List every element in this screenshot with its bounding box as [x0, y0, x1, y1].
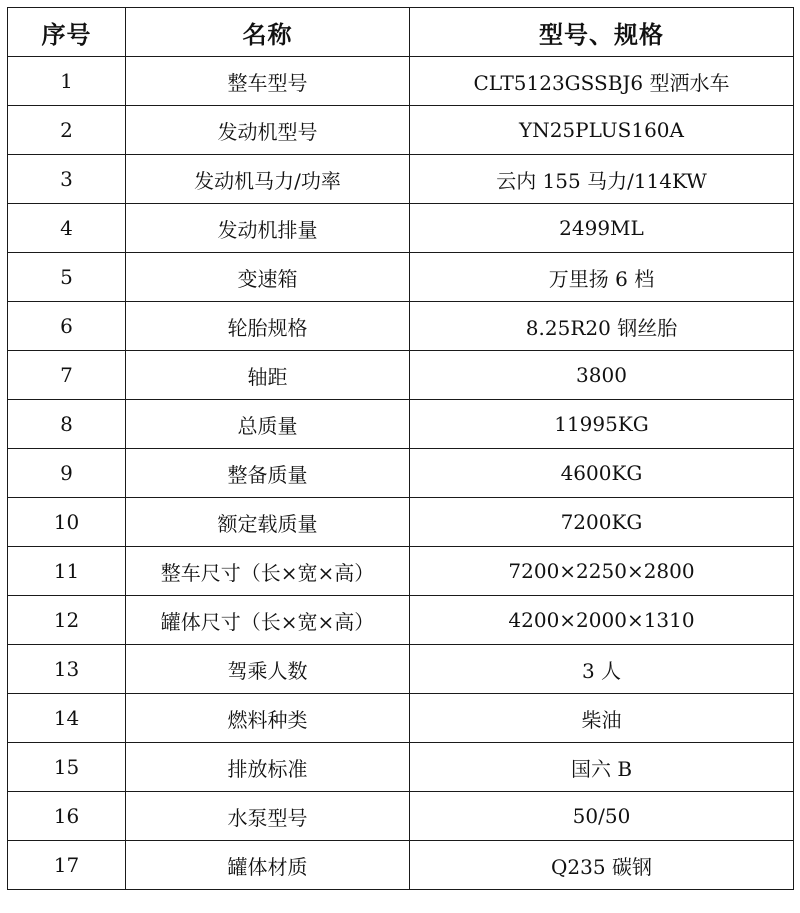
cell-spec: 50/50	[410, 792, 794, 841]
cell-spec: CLT5123GSSBJ6 型洒水车	[410, 57, 794, 106]
table-row	[8, 596, 794, 645]
table-row	[8, 155, 794, 204]
table-header-row	[8, 8, 794, 57]
cell-spec: 3800	[410, 351, 794, 400]
cell-name: 排放标准	[126, 743, 410, 792]
header-index: 序号	[8, 8, 126, 57]
cell-spec: 4600KG	[410, 449, 794, 498]
table-row	[8, 841, 794, 890]
table-row	[8, 57, 794, 106]
cell-spec: 柴油	[410, 694, 794, 743]
header-name: 名称	[126, 8, 410, 57]
cell-index: 14	[8, 694, 126, 743]
cell-spec: YN25PLUS160A	[410, 106, 794, 155]
table-row	[8, 547, 794, 596]
cell-index: 15	[8, 743, 126, 792]
cell-name: 罐体材质	[126, 841, 410, 890]
cell-index: 13	[8, 645, 126, 694]
cell-index: 9	[8, 449, 126, 498]
cell-index: 1	[8, 57, 126, 106]
cell-spec: 国六 B	[410, 743, 794, 792]
cell-name: 发动机排量	[126, 204, 410, 253]
cell-name: 变速箱	[126, 253, 410, 302]
cell-name: 整车尺寸（长×宽×高）	[126, 547, 410, 596]
cell-spec: 3 人	[410, 645, 794, 694]
cell-name: 发动机马力/功率	[126, 155, 410, 204]
cell-name: 轴距	[126, 351, 410, 400]
cell-name: 整车型号	[126, 57, 410, 106]
cell-index: 6	[8, 302, 126, 351]
cell-spec: 7200×2250×2800	[410, 547, 794, 596]
cell-index: 7	[8, 351, 126, 400]
table-body	[8, 57, 794, 890]
table-row	[8, 351, 794, 400]
cell-name: 额定载质量	[126, 498, 410, 547]
cell-name: 轮胎规格	[126, 302, 410, 351]
spec-table	[7, 7, 794, 890]
cell-spec: 万里扬 6 档	[410, 253, 794, 302]
cell-index: 4	[8, 204, 126, 253]
table-row	[8, 694, 794, 743]
cell-spec: 7200KG	[410, 498, 794, 547]
cell-name: 整备质量	[126, 449, 410, 498]
cell-index: 12	[8, 596, 126, 645]
cell-name: 发动机型号	[126, 106, 410, 155]
cell-index: 3	[8, 155, 126, 204]
cell-spec: 4200×2000×1310	[410, 596, 794, 645]
cell-spec: 8.25R20 钢丝胎	[410, 302, 794, 351]
cell-index: 16	[8, 792, 126, 841]
cell-spec: 2499ML	[410, 204, 794, 253]
header-spec: 型号、规格	[410, 8, 794, 57]
cell-index: 2	[8, 106, 126, 155]
cell-index: 11	[8, 547, 126, 596]
table-row	[8, 792, 794, 841]
cell-name: 总质量	[126, 400, 410, 449]
table-row	[8, 204, 794, 253]
table-row	[8, 743, 794, 792]
cell-name: 罐体尺寸（长×宽×高）	[126, 596, 410, 645]
table-row	[8, 302, 794, 351]
table-row	[8, 400, 794, 449]
cell-spec: 云内 155 马力/114KW	[410, 155, 794, 204]
cell-name: 驾乘人数	[126, 645, 410, 694]
cell-index: 5	[8, 253, 126, 302]
cell-name: 水泵型号	[126, 792, 410, 841]
cell-index: 8	[8, 400, 126, 449]
table-row	[8, 645, 794, 694]
table-row	[8, 449, 794, 498]
table-row	[8, 498, 794, 547]
cell-index: 10	[8, 498, 126, 547]
cell-spec: 11995KG	[410, 400, 794, 449]
table-row	[8, 253, 794, 302]
cell-index: 17	[8, 841, 126, 890]
cell-name: 燃料种类	[126, 694, 410, 743]
table-row	[8, 106, 794, 155]
cell-spec: Q235 碳钢	[410, 841, 794, 890]
